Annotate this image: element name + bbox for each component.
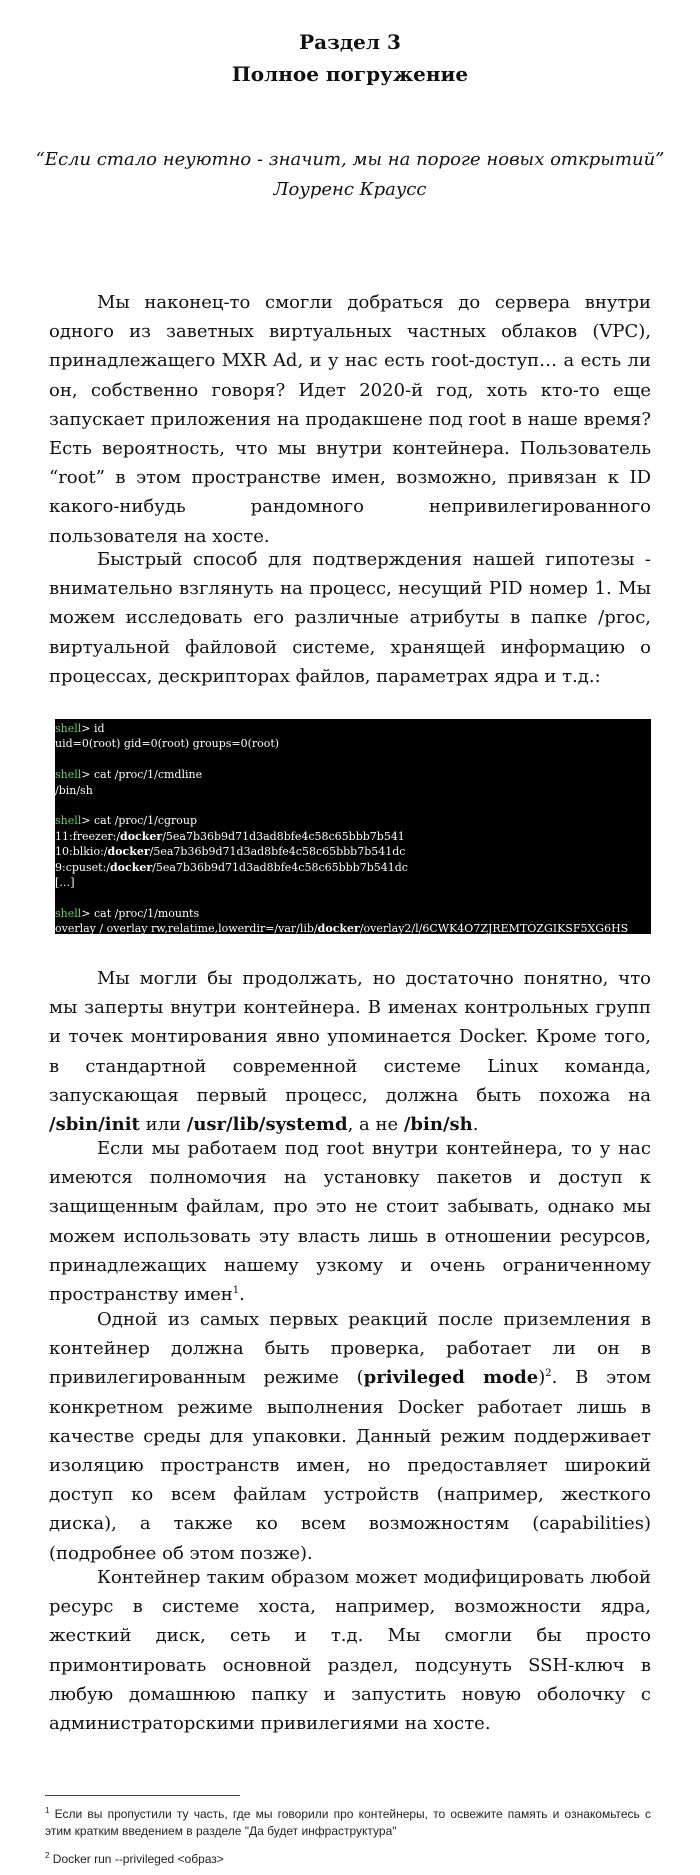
terminal-line: [55, 783, 651, 798]
terminal-line: [55, 736, 651, 751]
paragraph-1: Мы наконец-то смогли добраться до сервера внутри одного из заветных виртуальных частных облаков (VPC), принадлежащего MXR Ad, и у нас есть root-доступ… а есть ли он, собственно говоря? Идет 2020-й год, хоть кто-то еще запускает приложения на продакшене под root в наше время? Есть вероятность, что мы внутри контейнера. Пользователь “root” в этом пространстве имен, возможно, привязан к ID какого-нибудь рандомного непривилегированного пользователя на хосте.: [49, 292, 651, 547]
terminal-line: [55, 813, 651, 828]
terminal-command: > cat /proc/1/cmdline: [81, 768, 203, 782]
docker-keyword: docker: [317, 922, 360, 936]
terminal-blank-line: [55, 890, 651, 905]
paragraph-2: Быстрый способ для подтверждения нашей гипотезы - внимательно взглянуть на процесс, несущий PID номер 1. Мы можем исследовать его различные атрибуты в папке /proc, виртуальной файловой системе, хранящей информацию о процессах, дескрипторах файлов, параметрах ядра и т.д.:: [49, 549, 651, 687]
footnote-number: 2: [45, 1851, 50, 1860]
terminal-blank-line: [55, 752, 651, 767]
terminal-output-text: […]: [55, 875, 75, 889]
footnote-text: Docker run --privileged <образ>: [52, 1852, 224, 1866]
terminal-command: > id: [81, 722, 105, 735]
terminal-line: [55, 844, 651, 859]
footnote-ref-1[interactable]: 1: [232, 1285, 240, 1297]
terminal-line: [55, 721, 651, 736]
section-title: Полное погружение: [231, 62, 469, 86]
terminal-output: [55, 719, 651, 934]
terminal-output-text: 11:freezer:/: [55, 829, 121, 843]
terminal-line: [55, 875, 651, 890]
terminal-line: [55, 829, 651, 844]
section-number: Раздел 3: [299, 30, 401, 54]
terminal-output-text: /bin/sh: [55, 783, 93, 797]
paragraph-text: .: [472, 1114, 479, 1136]
shell-prompt: shell: [55, 768, 82, 782]
terminal-output-text: /5ea7b36b9d71d3ad8bfe4c58c65bbb7b541dc: [149, 845, 406, 859]
docker-keyword: docker: [107, 845, 150, 859]
terminal-output-text: 10:blkio:/: [55, 845, 108, 859]
privileged-mode-term: privileged mode: [363, 1367, 539, 1389]
shell-prompt: shell: [55, 722, 82, 735]
paragraph-text: . В этом конкретном режиме выполнения Docker работает лишь в качестве среды для упаковки. Данный режим поддерживает изоляцию пространств имен, но предоставляет широкий доступ ко всем файлам устройств (например, жесткого диска), а также ко всем возможностям (capabilities) (подробнее об этом позже).: [49, 1367, 651, 1564]
paragraph-3: [49, 964, 651, 1139]
epigraph-author: Лоуренс Краусс: [273, 179, 427, 200]
terminal-line: [55, 906, 651, 921]
shell-prompt: shell: [55, 906, 82, 920]
paragraph-text: или: [139, 1114, 187, 1136]
paragraph-text: ): [538, 1367, 546, 1389]
terminal-output-text: /5ea7b36b9d71d3ad8bfe4c58c65bbb7b541dc: [152, 860, 408, 874]
footnote-text: Если вы пропустили ту часть, где мы говорили про контейнеры, то освежите память и ознакомьтесь с этим кратким введением в разделе "Да будет инфраструктура": [45, 1807, 651, 1838]
terminal-output-text: uid=0(root) gid=0(root) groups=0(root): [55, 737, 280, 751]
footnote-number: 1: [45, 1806, 50, 1815]
epigraph-quote: “Если стало неуютно - значит, мы на пороге новых открытий”: [35, 149, 665, 170]
paragraph-6: Контейнер таким образом может модифицировать любой ресурс в системе хоста, например, возможности ядра, жесткий диск, сеть и т.д. Мы смогли бы просто примонтировать основной раздел, подсунуть SSH-ключ в любую домашнюю папку и запустить новую оболочку с администраторскими привилегиями на хосте.: [49, 1567, 651, 1735]
terminal-output-text: /5ea7b36b9d71d3ad8bfe4c58c65bbb7b541: [162, 829, 405, 843]
docker-keyword: docker: [120, 829, 163, 843]
path-bin-sh: /bin/sh: [403, 1114, 473, 1136]
paragraph-4: [49, 1134, 651, 1309]
shell-prompt: shell: [55, 814, 82, 828]
paragraph-text: Если мы работаем под root внутри контейнера, то у нас имеются полномочия на установку пакетов и доступ к защищенным файлам, про это не стоит забывать, однако мы можем использовать эту власть лишь в отношении ресурсов, принадлежащих нашему узкому и очень ограниченному пространству имен: [49, 1138, 651, 1306]
path-sbin-init: /sbin/init: [49, 1114, 140, 1136]
paragraph-5: [49, 1305, 651, 1568]
terminal-line: [55, 860, 651, 875]
terminal-output-text: overlay / overlay rw,relatime,lowerdir=/var/lib/: [55, 922, 318, 936]
terminal-line: [55, 921, 651, 936]
paragraph-text: Одной из самых первых реакций после приземления в контейнер должна быть проверка, работает ли он в привилегированным режиме (: [49, 1309, 651, 1389]
path-usr-lib-systemd: /usr/lib/systemd: [186, 1114, 348, 1136]
terminal-output-text: /overlay2/l/6CWK4O7ZJREMTOZGIKSF5XG6HS: [359, 922, 629, 936]
paragraph-text: .: [239, 1284, 245, 1306]
docker-keyword: docker: [109, 860, 153, 874]
terminal-blank-line: [55, 798, 651, 813]
terminal-command: > cat /proc/1/mounts: [81, 906, 200, 920]
terminal-output-text: 9:cpuset:/: [55, 860, 110, 874]
terminal-command: > cat /proc/1/cgroup: [81, 814, 198, 828]
footnote-separator: [45, 1795, 240, 1796]
paragraph-text: , а не: [347, 1114, 404, 1136]
terminal-line: [55, 767, 651, 782]
footnote-2: [45, 1851, 651, 1868]
footnote-ref-2[interactable]: 2: [545, 1368, 552, 1380]
paragraph-text: Мы могли бы продолжать, но достаточно понятно, что мы заперты внутри контейнера. В именах контрольных групп и точек монтирования явно упоминается Docker. Кроме того, в стандартной современной системе Linux команда, запускающая первый процесс, должна быть похожа на: [49, 968, 651, 1106]
footnote-1: [45, 1806, 651, 1840]
